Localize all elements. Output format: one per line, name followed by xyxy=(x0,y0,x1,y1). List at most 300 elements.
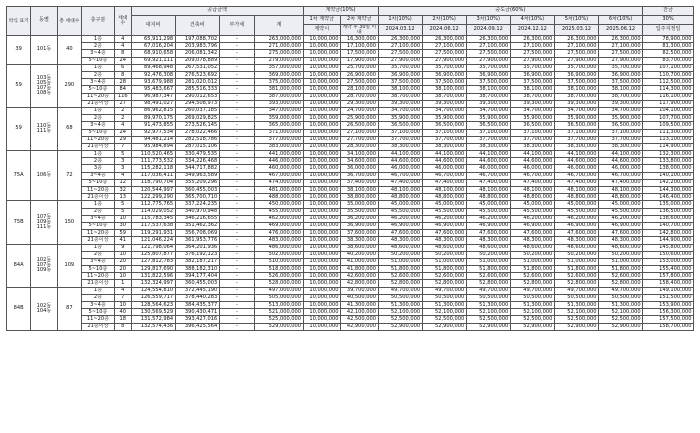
table-cell: - xyxy=(219,179,254,186)
table-cell: 51,800,000 xyxy=(598,266,642,273)
table-cell: 36,900,000 xyxy=(422,72,466,79)
table-cell: 46,200,000 xyxy=(510,215,554,222)
table-cell: 1층 xyxy=(81,64,114,71)
header-m1-date: 2024.03.12 xyxy=(378,25,422,36)
table-row xyxy=(7,158,694,165)
table-cell: 27,900,000 xyxy=(422,57,466,64)
table-cell: 51,000,000 xyxy=(378,258,422,265)
table-cell: 107,100,000 xyxy=(643,64,694,71)
table-cell: 36,900,000 xyxy=(466,72,510,79)
table-cell: 52,600,000 xyxy=(378,273,422,280)
table-row xyxy=(7,143,694,150)
table-cell: 209,078,889 xyxy=(175,57,219,64)
table-cell: 203,983,796 xyxy=(175,43,219,50)
table-cell: 51,300,000 xyxy=(422,302,466,309)
table-cell: 127,812,783 xyxy=(131,258,175,265)
table-cell: 35,900,000 xyxy=(466,115,510,122)
table-cell: 10 xyxy=(115,215,132,222)
table-cell: 45,000,000 xyxy=(510,201,554,208)
table-row xyxy=(7,136,694,143)
table-cell: 27,900,000 xyxy=(378,57,422,64)
table-cell: 52,100,000 xyxy=(598,309,642,316)
table-cell: 44,100,000 xyxy=(554,151,598,158)
table-cell: 294,508,973 xyxy=(175,100,219,107)
table-cell: 48,300,000 xyxy=(510,237,554,244)
table-cell: 38,300,000 xyxy=(378,143,422,150)
table-body xyxy=(7,36,694,331)
table-row xyxy=(7,86,694,93)
table-cell: 10,000,000 xyxy=(303,194,340,201)
table-cell: 5~10층 xyxy=(81,57,114,64)
table-cell: 50,500,000 xyxy=(598,294,642,301)
table-cell: 136,500,000 xyxy=(643,208,694,215)
table-cell: - xyxy=(219,244,254,251)
table-row xyxy=(7,115,694,122)
table-cell: - xyxy=(219,64,254,71)
table-cell: 38,100,000 xyxy=(554,86,598,93)
table-cell: 10 xyxy=(115,273,132,280)
table-cell: 37,700,000 xyxy=(422,136,466,143)
table-cell: 273,526,145 xyxy=(175,122,219,129)
table-cell: 3~4층 xyxy=(81,79,114,86)
table-row xyxy=(7,280,694,287)
table-row xyxy=(7,251,694,258)
table-cell: 45,000,000 xyxy=(422,201,466,208)
table-cell: - xyxy=(219,57,254,64)
table-cell: 121,798,064 xyxy=(131,244,175,251)
table-cell: 10,000,000 xyxy=(303,302,340,309)
table-cell: 50,500,000 xyxy=(510,294,554,301)
table-cell: 467,000,000 xyxy=(255,172,304,179)
table-cell: 140,100,000 xyxy=(643,172,694,179)
table-cell: 344,717,882 xyxy=(175,165,219,172)
table-cell: 46,900,000 xyxy=(554,222,598,229)
table-cell: 365,000,000 xyxy=(255,122,304,129)
table-cell: 42,500,000 xyxy=(341,316,378,323)
table-cell: 47,400,000 xyxy=(422,179,466,186)
table-cell: 381,000,000 xyxy=(255,86,304,93)
table-cell: 290,012,653 xyxy=(175,93,219,100)
table-cell: 46,200,000 xyxy=(466,215,510,222)
table-cell: 48,100,000 xyxy=(554,187,598,194)
table-cell: 52,800,000 xyxy=(466,280,510,287)
table-cell: 337,224,235 xyxy=(175,201,219,208)
table-cell: 46,000,000 xyxy=(422,165,466,172)
table-cell: 441,000,000 xyxy=(255,151,304,158)
total-units-cell: 72 xyxy=(57,151,81,201)
table-cell: - xyxy=(219,194,254,201)
table-cell: 37,700,000 xyxy=(466,136,510,143)
header-middle: 중도금(60%) xyxy=(378,7,643,16)
table-cell: 52,100,000 xyxy=(466,309,510,316)
table-cell: 39,300,000 xyxy=(422,100,466,107)
dong-cell: 107동 109동 111동 xyxy=(31,201,57,244)
table-cell: 27,900,000 xyxy=(554,57,598,64)
type-cell: 59 xyxy=(7,107,31,150)
table-cell: 38,300,000 xyxy=(554,143,598,150)
table-cell: 95,483,667 xyxy=(131,86,175,93)
type-cell: 75A xyxy=(7,151,31,201)
table-cell: 1층 xyxy=(81,201,114,208)
table-cell: 10,000,000 xyxy=(303,258,340,265)
table-cell: 10,000,000 xyxy=(303,215,340,222)
table-cell: 45,500,000 xyxy=(598,208,642,215)
table-cell: 51,300,000 xyxy=(510,302,554,309)
table-cell: 46,700,000 xyxy=(422,172,466,179)
table-cell: 488,000,000 xyxy=(255,194,304,201)
table-cell: 48,300,000 xyxy=(554,237,598,244)
table-cell: 21층이상 xyxy=(81,194,114,201)
table-cell: 41,800,000 xyxy=(341,266,378,273)
table-cell: 10,000,000 xyxy=(303,136,340,143)
table-cell: 36,900,000 xyxy=(598,72,642,79)
table-cell: 131,822,596 xyxy=(131,273,175,280)
table-cell: 27 xyxy=(115,100,132,107)
table-cell: 27,100,000 xyxy=(554,43,598,50)
table-row xyxy=(7,323,694,330)
table-cell: 50,500,000 xyxy=(422,294,466,301)
table-cell: 112,775,765 xyxy=(131,201,175,208)
table-row xyxy=(7,237,694,244)
table-cell: 48,800,000 xyxy=(510,194,554,201)
table-cell: 51,800,000 xyxy=(422,266,466,273)
table-cell: 40 xyxy=(115,309,132,316)
table-cell: 37,100,000 xyxy=(378,129,422,136)
header-deposit: 계약금(10%) xyxy=(303,7,378,16)
table-cell: 45,500,000 xyxy=(378,208,422,215)
dong-cell: 102동 104동 xyxy=(31,287,57,330)
table-cell: 39,300,000 xyxy=(598,100,642,107)
table-cell: 52,900,000 xyxy=(510,323,554,330)
table-cell: - xyxy=(219,309,254,316)
table-cell: - xyxy=(219,158,254,165)
table-cell: 334,226,468 xyxy=(175,158,219,165)
table-cell: 48,800,000 xyxy=(422,194,466,201)
table-cell: 36,500,000 xyxy=(378,122,422,129)
table-cell: 44,600,000 xyxy=(378,158,422,165)
table-cell: 505,000,000 xyxy=(255,294,304,301)
table-cell: 11~20층 xyxy=(81,187,114,194)
table-cell: 279,000,000 xyxy=(255,57,304,64)
table-cell: 37,700,000 xyxy=(598,136,642,143)
table-cell: - xyxy=(219,287,254,294)
table-cell: 45,000,000 xyxy=(378,201,422,208)
table-cell: 469,000,000 xyxy=(255,222,304,229)
table-cell: 35,900,000 xyxy=(422,115,466,122)
table-cell: 5 xyxy=(115,151,132,158)
table-cell: 39,300,000 xyxy=(510,100,554,107)
table-cell: 44,100,000 xyxy=(378,151,422,158)
table-cell: 51,000,000 xyxy=(466,258,510,265)
table-row xyxy=(7,72,694,79)
table-cell: - xyxy=(219,165,254,172)
table-cell: 38,100,000 xyxy=(378,86,422,93)
table-cell: 67,016,204 xyxy=(131,43,175,50)
table-cell: 39,700,000 xyxy=(341,287,378,294)
table-cell: 1층 xyxy=(81,36,114,43)
table-row xyxy=(7,244,694,251)
table-cell: - xyxy=(219,86,254,93)
table-cell: 271,000,000 xyxy=(255,43,304,50)
table-cell: 46,200,000 xyxy=(422,215,466,222)
table-cell: 36,500,000 xyxy=(598,122,642,129)
table-cell: 26,300,000 xyxy=(554,36,598,43)
table-cell: 38,700,000 xyxy=(554,93,598,100)
table-cell: 52,600,000 xyxy=(422,273,466,280)
table-cell: 145,800,000 xyxy=(643,244,694,251)
table-cell: 276,523,692 xyxy=(175,72,219,79)
table-cell: 151,500,000 xyxy=(643,294,694,301)
table-cell: 46,000,000 xyxy=(510,165,554,172)
table-cell: 48,600,000 xyxy=(422,244,466,251)
table-cell: - xyxy=(219,215,254,222)
table-cell: 47,600,000 xyxy=(598,230,642,237)
table-cell: 10,000,000 xyxy=(303,323,340,330)
table-cell: 27,700,000 xyxy=(341,136,378,143)
table-cell: 21층이상 xyxy=(81,143,114,150)
table-cell: 46,900,000 xyxy=(598,222,642,229)
table-cell: 38,300,000 xyxy=(341,237,378,244)
table-cell: 112,500,000 xyxy=(643,79,694,86)
table-cell: 50,200,000 xyxy=(466,251,510,258)
table-row xyxy=(7,294,694,301)
table-row xyxy=(7,107,694,114)
table-cell: 117,537,638 xyxy=(131,222,175,229)
table-cell: 45,500,000 xyxy=(466,208,510,215)
table-cell: 24,700,000 xyxy=(341,107,378,114)
table-cell: 21층이상 xyxy=(81,237,114,244)
table-cell: 27,500,000 xyxy=(510,50,554,57)
table-cell: 35,700,000 xyxy=(422,64,466,71)
table-cell: 346,216,655 xyxy=(175,215,219,222)
table-cell: 10,000,000 xyxy=(303,179,340,186)
table-cell: 10,000,000 xyxy=(303,237,340,244)
table-cell: 52,600,000 xyxy=(598,273,642,280)
table-cell: 138,000,000 xyxy=(643,165,694,172)
table-cell: 34,700,000 xyxy=(554,107,598,114)
table-cell: 35,000,000 xyxy=(341,201,378,208)
table-cell: 1층 xyxy=(81,244,114,251)
table-cell: 2층 xyxy=(81,208,114,215)
table-cell: 376,192,123 xyxy=(175,251,219,258)
table-cell: 45,500,000 xyxy=(554,208,598,215)
table-cell: - xyxy=(219,280,254,287)
table-cell: 35,700,000 xyxy=(466,64,510,71)
table-cell: 49,700,000 xyxy=(554,287,598,294)
header-m1: 1차(10%) xyxy=(378,16,422,25)
table-cell: - xyxy=(219,43,254,50)
table-cell: 51,000,000 xyxy=(598,258,642,265)
table-cell: 46,000,000 xyxy=(554,165,598,172)
table-cell: 52,900,000 xyxy=(378,323,422,330)
table-cell: 384,435,377 xyxy=(175,302,219,309)
table-row xyxy=(7,93,694,100)
table-cell: 51,300,000 xyxy=(466,302,510,309)
table-cell: 52,100,000 xyxy=(422,309,466,316)
table-cell: 10,000,000 xyxy=(303,86,340,93)
table-cell: 149,100,000 xyxy=(643,287,694,294)
table-cell: 11~20층 xyxy=(81,316,114,323)
table-cell: 42,100,000 xyxy=(341,309,378,316)
table-cell: 27,900,000 xyxy=(598,57,642,64)
table-cell: 11~20층 xyxy=(81,136,114,143)
table-cell: 48,300,000 xyxy=(466,237,510,244)
table-cell: 388,182,310 xyxy=(175,266,219,273)
table-cell: 460,000,000 xyxy=(255,165,304,172)
table-cell: 47,600,000 xyxy=(554,230,598,237)
table-cell: 52,500,000 xyxy=(598,316,642,323)
table-cell: 46,700,000 xyxy=(378,172,422,179)
table-cell: 24 xyxy=(115,129,132,136)
table-cell: 372,445,190 xyxy=(175,287,219,294)
header-dong: 동별 xyxy=(31,7,57,36)
table-cell: 37,100,000 xyxy=(598,129,642,136)
table-cell: 27,500,000 xyxy=(466,50,510,57)
table-cell: 46,700,000 xyxy=(510,172,554,179)
table-row xyxy=(7,43,694,50)
table-cell: 38,300,000 xyxy=(466,143,510,150)
table-cell: 38,100,000 xyxy=(341,187,378,194)
table-cell: 10,000,000 xyxy=(303,57,340,64)
type-cell: 59 xyxy=(7,64,31,107)
table-cell: 92,476,308 xyxy=(131,72,175,79)
table-cell: 92,977,534 xyxy=(131,129,175,136)
table-cell: - xyxy=(219,273,254,280)
table-cell: 3~4층 xyxy=(81,122,114,129)
table-cell: 27,500,000 xyxy=(422,50,466,57)
table-cell: 52,500,000 xyxy=(466,316,510,323)
table-cell: 38,300,000 xyxy=(598,143,642,150)
table-cell: 5~10층 xyxy=(81,86,114,93)
total-units-cell: 109 xyxy=(57,244,81,287)
table-cell: 50,200,000 xyxy=(510,251,554,258)
table-row xyxy=(7,79,694,86)
table-cell: 357,000,000 xyxy=(255,64,304,71)
table-cell: 5~10층 xyxy=(81,222,114,229)
table-cell: 51,300,000 xyxy=(554,302,598,309)
total-units-cell: 68 xyxy=(57,107,81,150)
table-cell: 144,900,000 xyxy=(643,237,694,244)
table-cell: 356,708,069 xyxy=(175,230,219,237)
table-cell: 462,000,000 xyxy=(255,215,304,222)
table-cell: 38,600,000 xyxy=(341,244,378,251)
total-units-cell: 40 xyxy=(57,36,81,65)
table-cell: 10,000,000 xyxy=(303,122,340,129)
table-cell: 49,700,000 xyxy=(466,287,510,294)
table-cell: 118,790,704 xyxy=(131,179,175,186)
table-cell: 2 xyxy=(115,115,132,122)
table-cell: 20 xyxy=(115,258,132,265)
table-cell: - xyxy=(219,136,254,143)
table-cell: 35,700,000 xyxy=(510,64,554,71)
table-cell: 17,900,000 xyxy=(341,57,378,64)
table-cell: 124,554,810 xyxy=(131,287,175,294)
table-cell: 38,100,000 xyxy=(466,86,510,93)
table-cell: 52,800,000 xyxy=(554,280,598,287)
table-cell: 364,201,936 xyxy=(175,244,219,251)
table-cell: 156,300,000 xyxy=(643,309,694,316)
table-row xyxy=(7,194,694,201)
table-cell: 52,800,000 xyxy=(510,280,554,287)
table-cell: 28,100,000 xyxy=(341,86,378,93)
table-cell: 36,500,000 xyxy=(554,122,598,129)
table-cell: 36,200,000 xyxy=(341,215,378,222)
table-cell: 40,200,000 xyxy=(341,251,378,258)
table-cell: 390,430,471 xyxy=(175,309,219,316)
table-cell: 27,500,000 xyxy=(598,50,642,57)
table-cell: 281,020,012 xyxy=(175,79,219,86)
table-cell: 3~4층 xyxy=(81,302,114,309)
table-cell: 142,800,000 xyxy=(643,230,694,237)
table-cell: 37,700,000 xyxy=(510,136,554,143)
table-cell: 3~4층 xyxy=(81,258,114,265)
table-cell: 38,700,000 xyxy=(466,93,510,100)
table-cell: 1층 xyxy=(81,151,114,158)
header-building: 건축비 xyxy=(175,16,219,36)
table-cell: 10,000,000 xyxy=(303,222,340,229)
table-cell: 25,900,000 xyxy=(341,115,378,122)
table-cell: 115,783,345 xyxy=(131,215,175,222)
table-cell: 83,700,000 xyxy=(643,57,694,64)
table-cell: 25,700,000 xyxy=(341,64,378,71)
table-cell: 10,000,000 xyxy=(303,165,340,172)
table-cell: 52,500,000 xyxy=(554,316,598,323)
header-total: 계 xyxy=(255,16,304,36)
table-cell: 47,600,000 xyxy=(510,230,554,237)
table-cell: 36,500,000 xyxy=(510,122,554,129)
table-cell: 10,000,000 xyxy=(303,129,340,136)
table-cell: 132,300,000 xyxy=(643,151,694,158)
table-cell: 47,400,000 xyxy=(554,179,598,186)
table-cell: 38,300,000 xyxy=(422,143,466,150)
table-cell: 518,000,000 xyxy=(255,266,304,273)
table-cell: 38,800,000 xyxy=(341,194,378,201)
table-cell: 5~10층 xyxy=(81,266,114,273)
header-m3: 3차(10%) xyxy=(466,16,510,25)
table-header xyxy=(7,7,694,36)
table-cell: 47,400,000 xyxy=(510,179,554,186)
table-cell: 28,700,000 xyxy=(341,93,378,100)
table-cell: 10,000,000 xyxy=(303,201,340,208)
header-supply-price: 공급금액 xyxy=(131,7,303,16)
table-cell: 36,500,000 xyxy=(466,122,510,129)
table-cell: 529,000,000 xyxy=(255,323,304,330)
table-cell: 355,209,296 xyxy=(175,179,219,186)
table-cell: 122,299,290 xyxy=(131,194,175,201)
table-cell: 111,773,532 xyxy=(131,158,175,165)
table-cell: 360,455,003 xyxy=(175,280,219,287)
type-cell: 75B xyxy=(7,201,31,244)
table-cell: 34,100,000 xyxy=(341,151,378,158)
table-cell: 3~4층 xyxy=(81,215,114,222)
table-cell: 486,000,000 xyxy=(255,244,304,251)
table-cell: 10,000,000 xyxy=(303,93,340,100)
table-row xyxy=(7,287,694,294)
table-cell: 117,036,411 xyxy=(131,172,175,179)
header-floor: 층구분 xyxy=(81,7,114,36)
table-cell: 26,500,000 xyxy=(341,122,378,129)
table-cell: 50,200,000 xyxy=(422,251,466,258)
table-cell: 10,000,000 xyxy=(303,208,340,215)
table-cell: 69,921,111 xyxy=(131,57,175,64)
table-cell: 45,000,000 xyxy=(598,201,642,208)
table-cell: 44,100,000 xyxy=(598,151,642,158)
table-cell: 35,700,000 xyxy=(598,64,642,71)
table-cell: 26,300,000 xyxy=(510,36,554,43)
table-cell: 2층 xyxy=(81,43,114,50)
header-m6-date: 2025.06.12 xyxy=(598,25,642,36)
table-cell: 46,000,000 xyxy=(598,165,642,172)
